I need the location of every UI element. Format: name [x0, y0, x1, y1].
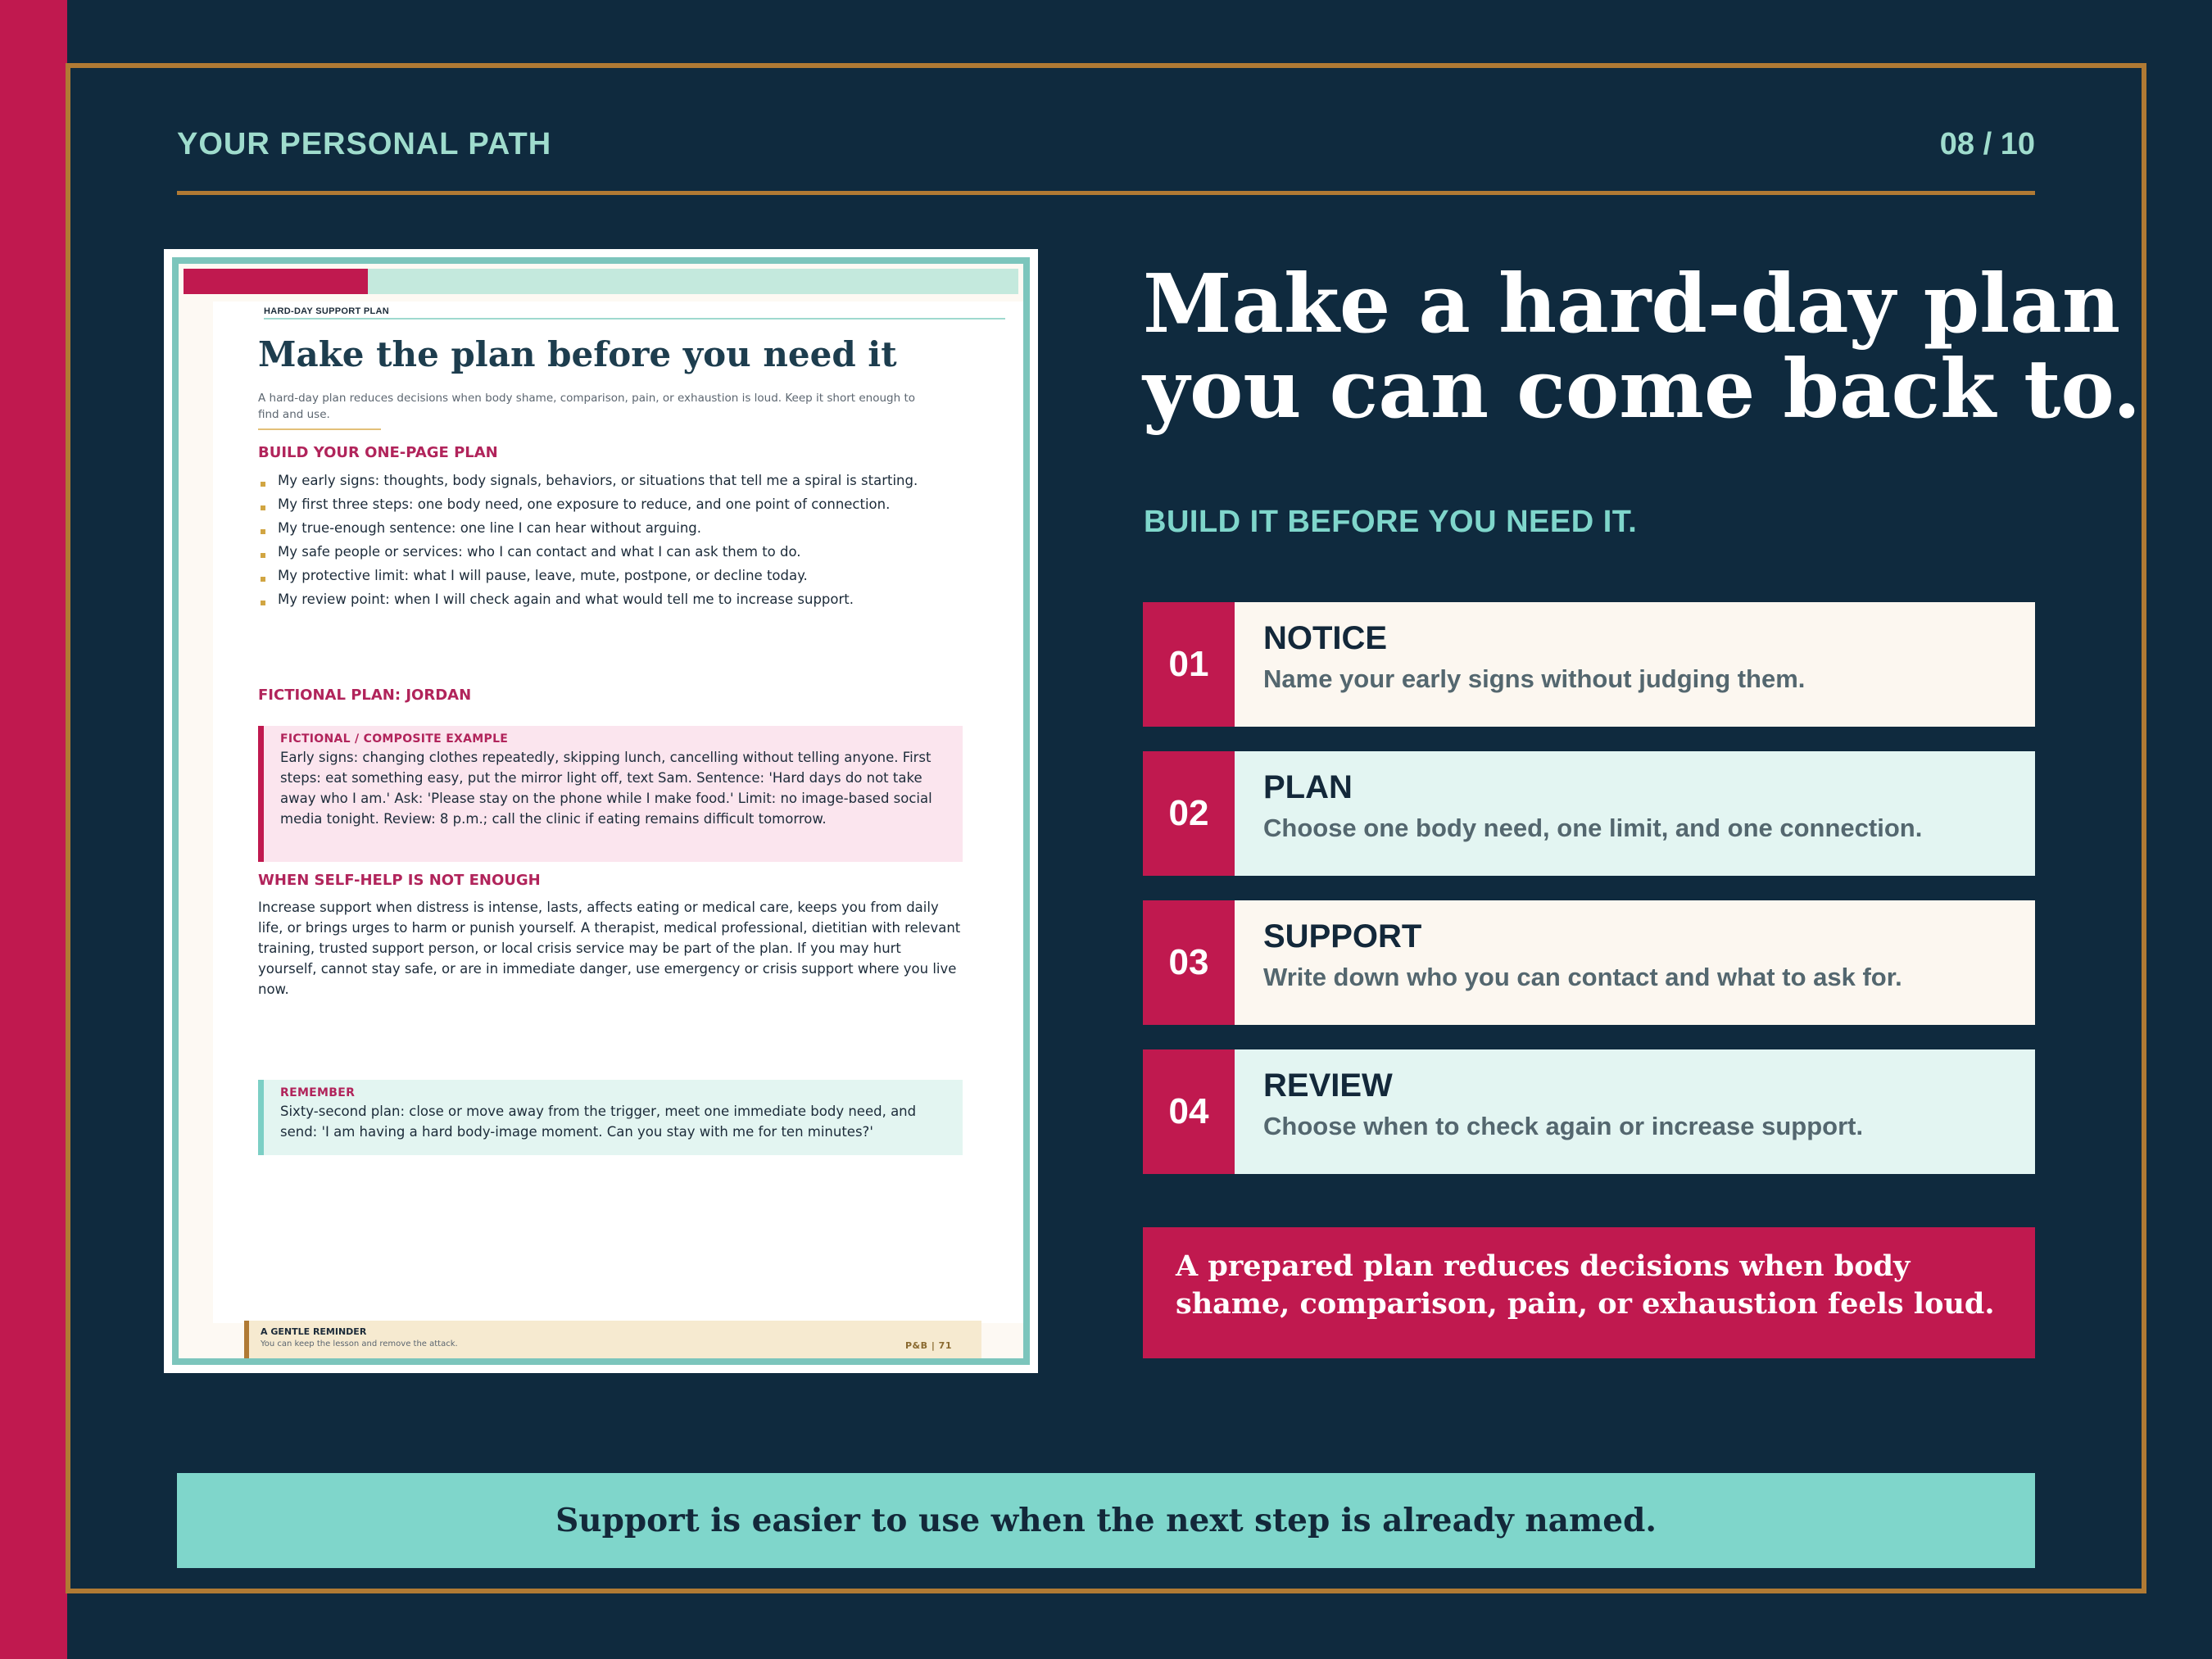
- document-intro: A hard-day plan reduces decisions when body shame, comparison, pain, or exhaustion is loud. Keep it short enough to find and use.: [258, 392, 915, 421]
- step-description: Write down who you can contact and what to ask for.: [1263, 963, 1902, 991]
- step-body: [1235, 751, 2035, 876]
- step-title: NOTICE: [1263, 620, 1388, 656]
- step-number: 02: [1143, 751, 1235, 876]
- bottom-message-text: Support is easier to use when the next step is already named.: [555, 1502, 1657, 1539]
- document-footer-text: You can keep the lesson and remove the attack.: [261, 1339, 458, 1349]
- step-title: REVIEW: [1263, 1067, 1393, 1104]
- step-description: Name your early signs without judging them.: [1263, 664, 1806, 693]
- remember-callout-label: REMEMBER: [280, 1086, 356, 1099]
- document-preview[interactable]: [164, 249, 1038, 1373]
- example-callout: [258, 726, 963, 862]
- left-accent-stripe: [0, 0, 67, 1659]
- document-top-bar-accent: [184, 269, 368, 294]
- step-number: 04: [1143, 1049, 1235, 1174]
- step-title: SUPPORT: [1263, 918, 1422, 954]
- step-description: Choose when to check again or increase support.: [1263, 1112, 1864, 1140]
- document-top-bar: [184, 269, 1018, 294]
- bullet-icon: [261, 577, 265, 582]
- self-help-paragraph: Increase support when distress is intense, lasts, affects eating or medical care, keeps you from daily life, or brings urges to harm or punish yourself. A therapist, medical professional, dietitian with relevant training, trusted support person, or local crisis service may be part of the plan. If you may hurt yourself, cannot stay safe, or are in immediate danger, use emergency or crisis support where you live now.: [258, 900, 961, 997]
- key-takeaway-quote: A prepared plan reduces decisions when body shame, comparison, pain, or exhaustion feels loud.: [1143, 1227, 2035, 1358]
- section-kicker: YOUR PERSONAL PATH: [177, 127, 552, 161]
- document-short-rule: [258, 428, 381, 430]
- remember-callout: [258, 1080, 963, 1155]
- list-item: My first three steps: one body need, one exposure to reduce, and one point of connection.: [258, 494, 963, 514]
- example-callout-body: Early signs: changing clothes repeatedly, skipping lunch, cancelling without telling anyone. First steps: eat something easy, put the mirror light off, text Sam. Sentence: 'Hard days do not take away who I am.' Ask: 'Please stay on the phone while I make food.' Limit: no image-based social media tonight. Review: 8 p.m.; call the clinic if eating remains difficult tomorrow.: [280, 750, 932, 827]
- header-divider: [177, 191, 2035, 195]
- document-header-rule: [264, 318, 1005, 320]
- step-card-review: [1143, 1049, 2035, 1174]
- list-item: My true-enough sentence: one line I can hear without arguing.: [258, 518, 963, 538]
- plan-checklist: [258, 470, 963, 613]
- slide-title-line-1: Make a hard-day plan: [1143, 257, 2121, 351]
- section-heading-plan: BUILD YOUR ONE-PAGE PLAN: [258, 444, 498, 461]
- bullet-icon: [261, 601, 265, 605]
- bottom-message-band: [177, 1473, 2035, 1568]
- document-title: Make the plan before you need it: [258, 334, 897, 374]
- slide-title: [1143, 257, 2167, 437]
- bullet-icon: [261, 553, 265, 558]
- section-heading-fictional-plan: FICTIONAL PLAN: JORDAN: [258, 687, 472, 704]
- example-callout-label: FICTIONAL / COMPOSITE EXAMPLE: [280, 732, 509, 746]
- step-body: [1235, 1049, 2035, 1174]
- document-footer-label: A GENTLE REMINDER: [261, 1326, 367, 1337]
- step-number: 01: [1143, 602, 1235, 727]
- step-card-support: [1143, 900, 2035, 1025]
- bullet-icon: [261, 529, 265, 534]
- document-page-number: P&B | 71: [904, 1340, 952, 1351]
- remember-callout-body: Sixty-second plan: close or move away from the trigger, meet one immediate body need, and send: 'I am having a hard body-image moment. Can you stay with me for ten minutes?': [280, 1104, 917, 1140]
- step-body: [1235, 900, 2035, 1025]
- document-page: [213, 301, 1027, 1323]
- slide-subhead: BUILD IT BEFORE YOU NEED IT.: [1144, 505, 1638, 539]
- list-item: My early signs: thoughts, body signals, behaviors, or situations that tell me a spiral is starting.: [258, 470, 963, 491]
- list-item: My safe people or services: who I can contact and what I can ask them to do.: [258, 542, 963, 562]
- list-item: My protective limit: what I will pause, leave, mute, postpone, or decline today.: [258, 565, 963, 586]
- bullet-icon: [261, 482, 265, 487]
- step-card-plan: [1143, 751, 2035, 876]
- step-number: 03: [1143, 900, 1235, 1025]
- bullet-icon: [261, 505, 265, 510]
- step-body: [1235, 602, 2035, 727]
- document-border: [172, 257, 1030, 1365]
- section-heading-self-help: WHEN SELF-HELP IS NOT ENOUGH: [258, 872, 541, 889]
- document-footer: [244, 1321, 981, 1362]
- slide-title-line-2: you can come back to.: [1143, 342, 2142, 437]
- list-item: My review point: when I will check again and what would tell me to increase support.: [258, 589, 963, 610]
- document-header-label: HARD-DAY SUPPORT PLAN: [264, 306, 389, 316]
- page-indicator: 08 / 10: [1939, 127, 2035, 161]
- step-card-notice: [1143, 602, 2035, 727]
- step-title: PLAN: [1263, 769, 1353, 805]
- step-description: Choose one body need, one limit, and one connection.: [1263, 814, 1923, 842]
